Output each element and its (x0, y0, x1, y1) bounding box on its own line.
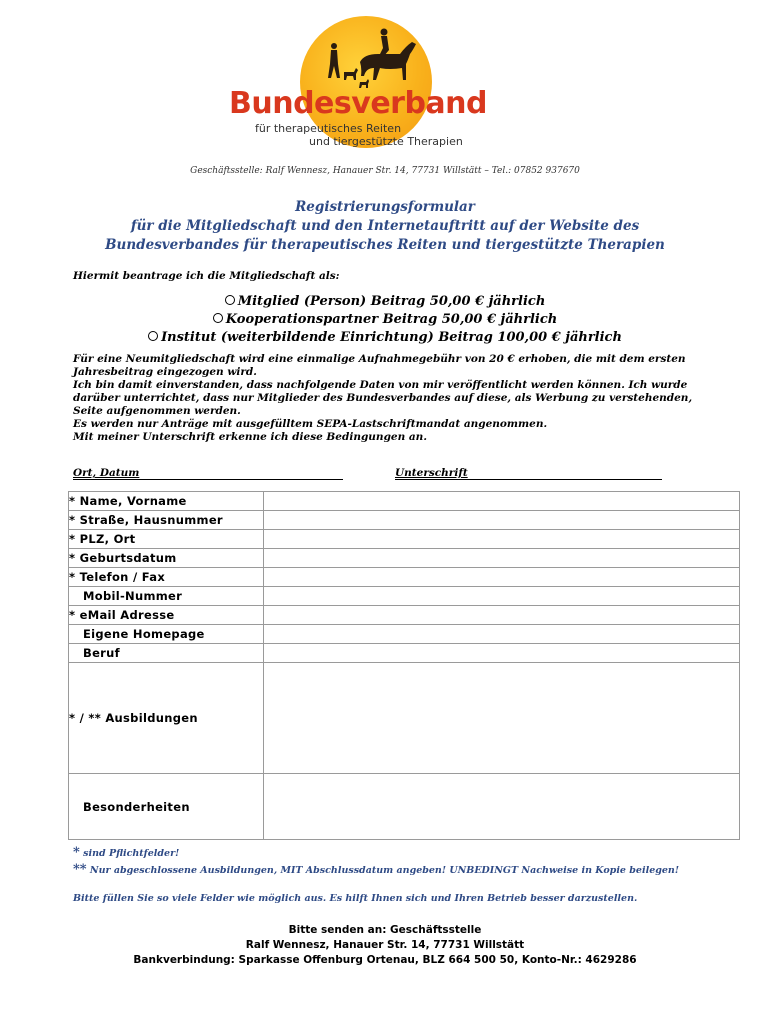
logo-subtitle-1: für therapeutisches Reiten (255, 122, 402, 135)
note-qualifications-mark: ** (73, 862, 87, 877)
label-homepage: Eigene Homepage (69, 625, 264, 644)
membership-intro: Hiermit beantrage ich die Mitgliedschaft als: (73, 270, 340, 282)
radio-member[interactable] (225, 295, 235, 305)
note-qualifications (73, 862, 679, 877)
option-institute-label: Institut (weiterbildende Einrichtung) Beitrag 100,00 € jährlich (161, 330, 622, 345)
field-homepage[interactable] (264, 625, 740, 644)
note-qualifications-text: Nur abgeschlossene Ausbildungen, MIT Abschlussdatum angeben! UNBEDINGT Nachweise in Kopie beilegen! (89, 865, 680, 876)
radio-institute[interactable] (148, 331, 158, 341)
label-qualifications: * / ** Ausbildungen (69, 663, 264, 774)
logo (225, 14, 525, 164)
label-name: * Name, Vorname (69, 492, 264, 511)
place-date-line[interactable] (73, 479, 343, 480)
label-birthdate: * Geburtsdatum (69, 549, 264, 568)
terms-sepa: Es werden nur Anträge mit ausgefülltem SEPA-Lastschriftmandat angenommen. (73, 418, 548, 430)
terms-paragraph (73, 353, 703, 444)
office-address: Geschäftsstelle: Ralf Wennesz, Hanauer Str. 14, 77731 Willstätt – Tel.: 07852 937670 (190, 166, 580, 176)
label-notes: Besonderheiten (69, 774, 264, 840)
note-fill-fields: Bitte füllen Sie so viele Felder wie möglich aus. Es hilft Ihnen sich und Ihren Betrieb besser darzustellen. (73, 893, 638, 904)
footer-send-to: Bitte senden an: Geschäftsstelle (288, 924, 482, 936)
footer-bank: Bankverbindung: Sparkasse Offenburg Ortenau, BLZ 664 500 50, Konto-Nr.: 4629286 (133, 954, 637, 966)
footer-address: Ralf Wennesz, Hanauer Str. 14, 77731 Willstätt (245, 939, 525, 951)
registration-table (68, 491, 740, 840)
signature-label: Unterschrift (395, 467, 468, 479)
field-phone-fax[interactable] (264, 568, 740, 587)
terms-accept: Mit meiner Unterschrift erkenne ich diese Bedingungen an. (73, 431, 427, 443)
horse-rider-icon (320, 24, 430, 94)
option-partner[interactable] (0, 312, 770, 327)
place-date-label: Ort, Datum (73, 467, 140, 479)
label-phone-fax: * Telefon / Fax (69, 568, 264, 587)
field-qualifications[interactable] (264, 663, 740, 774)
label-email: * eMail Adresse (69, 606, 264, 625)
label-street: * Straße, Hausnummer (69, 511, 264, 530)
field-notes[interactable] (264, 774, 740, 840)
form-title: Registrierungsformular (295, 199, 475, 215)
label-mobile: Mobil-Nummer (69, 587, 264, 606)
note-required-mark: * (73, 845, 80, 860)
note-required (73, 845, 179, 860)
terms-fee: Für eine Neumitgliedschaft wird eine einmalige Aufnahmegebühr von 20 € erhoben, die mit dem ersten Jahresbeitrag eingezogen wird. (73, 353, 686, 378)
logo-subtitle-2: und tiergestützte Therapien (309, 135, 463, 148)
field-email[interactable] (264, 606, 740, 625)
signature-line[interactable] (395, 479, 662, 480)
field-zip-city[interactable] (264, 530, 740, 549)
field-name[interactable] (264, 492, 740, 511)
radio-partner[interactable] (213, 313, 223, 323)
label-zip-city: * PLZ, Ort (69, 530, 264, 549)
option-institute[interactable] (0, 330, 770, 345)
form-title-line-3: Bundesverbandes für therapeutisches Reiten und tiergestützte Therapien (105, 237, 665, 253)
field-profession[interactable] (264, 644, 740, 663)
field-mobile[interactable] (264, 587, 740, 606)
terms-publication: Ich bin damit einverstanden, dass nachfolgende Daten von mir veröffentlicht werden können. Ich wurde darüber unterrichtet, dass nur Mitglieder des Bundesverbandes auf diese, als Werbung zu verstehenden, Seite aufgenommen werden. (73, 379, 693, 417)
logo-wordmark: Bundesverband (229, 86, 488, 121)
label-profession: Beruf (69, 644, 264, 663)
option-partner-label: Kooperationspartner Beitrag 50,00 € jährlich (225, 312, 558, 327)
option-member-label: Mitglied (Person) Beitrag 50,00 € jährlich (237, 294, 546, 309)
note-required-text: sind Pflichtfelder! (83, 848, 180, 859)
field-street[interactable] (264, 511, 740, 530)
option-member[interactable] (0, 294, 770, 309)
form-title-line-2: für die Mitgliedschaft und den Internetauftritt auf der Website des (130, 218, 640, 234)
field-birthdate[interactable] (264, 549, 740, 568)
